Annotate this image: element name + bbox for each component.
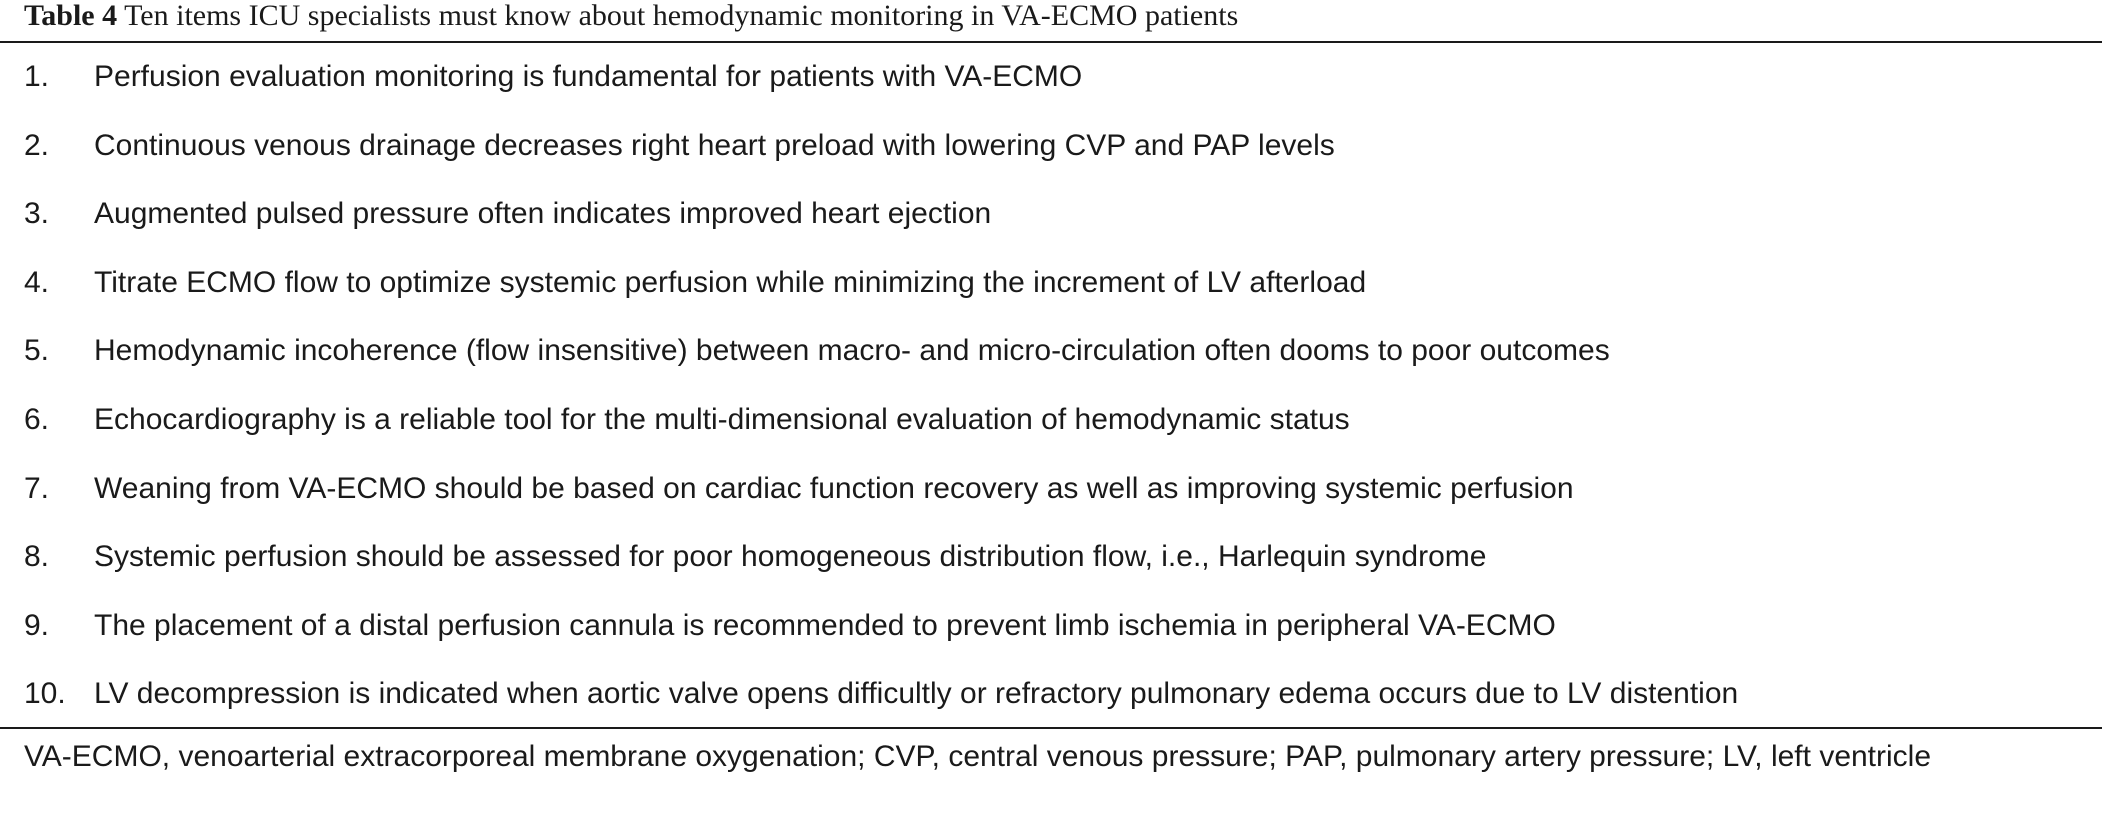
table-footnote: VA-ECMO, venoarterial extracorporeal membrane oxygenation; CVP, central venous pressure; PAP, pulmonary artery pressure; LV, left ventricle	[24, 740, 1932, 773]
table-row	[0, 592, 2102, 661]
item-number: 3.	[24, 197, 50, 231]
table-row	[0, 249, 2102, 318]
item-number: 5.	[24, 334, 50, 368]
table-row	[0, 317, 2102, 386]
item-number: 7.	[24, 471, 50, 505]
item-number: 6.	[24, 402, 50, 436]
item-text: The placement of a distal perfusion cannula is recommended to prevent limb ischemia in peripheral VA-ECMO	[94, 608, 1556, 642]
item-number: 9.	[24, 608, 50, 642]
item-text: Continuous venous drainage decreases right heart preload with lowering CVP and PAP levels	[94, 128, 1335, 162]
table-row	[0, 455, 2102, 524]
table-row	[0, 43, 2102, 112]
item-number: 1.	[24, 60, 50, 93]
item-text: Hemodynamic incoherence (flow insensitive) between macro- and micro-circulation often dooms to poor outcomes	[94, 334, 1610, 368]
item-number: 4.	[24, 265, 50, 299]
item-text: Augmented pulsed pressure often indicates improved heart ejection	[94, 197, 992, 231]
item-number: 2.	[24, 128, 50, 162]
table-caption-label: Table 4	[24, 0, 118, 32]
table-caption	[24, 0, 1238, 40]
item-text: Perfusion evaluation monitoring is fundamental for patients with VA-ECMO	[94, 60, 1083, 93]
table-caption-text: Ten items ICU specialists must know about hemodynamic monitoring in VA-ECMO patients	[124, 0, 1239, 32]
item-text: Weaning from VA-ECMO should be based on cardiac function recovery as well as improving systemic perfusion	[94, 471, 1574, 505]
item-text: LV decompression is indicated when aortic valve opens difficultly or refractory pulmonary edema occurs due to LV distention	[94, 677, 1739, 711]
table-row	[0, 386, 2102, 455]
table-row	[0, 523, 2102, 592]
table-row	[0, 180, 2102, 249]
item-text: Systemic perfusion should be assessed for poor homogeneous distribution flow, i.e., Harlequin syndrome	[94, 540, 1487, 574]
table-item-list	[0, 43, 2102, 729]
table-row	[0, 660, 2102, 729]
item-number: 10.	[24, 677, 66, 711]
table-bottom-rule	[0, 727, 2102, 729]
item-text: Echocardiography is a reliable tool for the multi-dimensional evaluation of hemodynamic status	[94, 402, 1350, 436]
item-number: 8.	[24, 540, 50, 574]
table-row	[0, 112, 2102, 181]
item-text: Titrate ECMO flow to optimize systemic perfusion while minimizing the increment of LV afterload	[94, 265, 1367, 299]
